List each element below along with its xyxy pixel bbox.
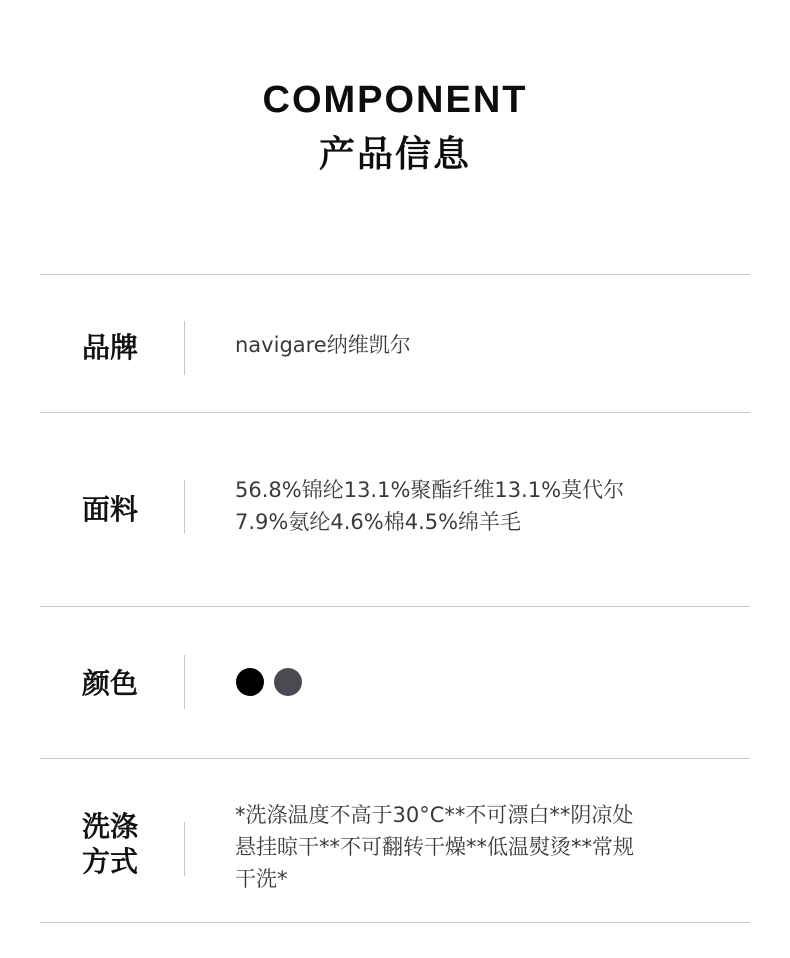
color-swatch-black[interactable] xyxy=(236,668,264,696)
fabric-line: 7.9%氨纶4.6%棉4.5%绵羊毛 xyxy=(235,510,522,534)
row-separator xyxy=(184,822,185,876)
brand-label: 品牌 xyxy=(82,331,139,364)
care-label-line: 方式 xyxy=(82,845,139,878)
care-line: 干洗* xyxy=(235,867,288,891)
color-label: 颜色 xyxy=(82,667,139,700)
fabric-value xyxy=(235,474,725,538)
row-separator xyxy=(184,321,185,375)
divider xyxy=(40,922,750,923)
care-value xyxy=(235,799,725,895)
color-row xyxy=(40,607,750,758)
brand-row xyxy=(40,275,750,412)
title-chinese: 产品信息 xyxy=(318,134,471,175)
row-separator xyxy=(184,655,185,709)
fabric-line: 56.8%锦纶13.1%聚酯纤维13.1%莫代尔 xyxy=(235,478,625,502)
row-separator xyxy=(184,480,185,534)
care-line: 悬挂晾干**不可翻转干燥**低温熨烫**常规 xyxy=(235,835,634,859)
brand-value xyxy=(235,329,725,361)
brand-value-text: navigare纳维凯尔 xyxy=(235,333,411,357)
fabric-label: 面料 xyxy=(82,493,139,526)
fabric-row xyxy=(40,413,750,606)
title-english: COMPONENT xyxy=(262,79,528,121)
care-label xyxy=(82,809,172,879)
care-line: *洗涤温度不高于30°C**不可漂白**阴凉处 xyxy=(235,803,634,827)
care-row xyxy=(40,759,750,923)
color-swatch-dark-gray[interactable] xyxy=(274,668,302,696)
care-label-line: 洗涤 xyxy=(82,810,139,843)
